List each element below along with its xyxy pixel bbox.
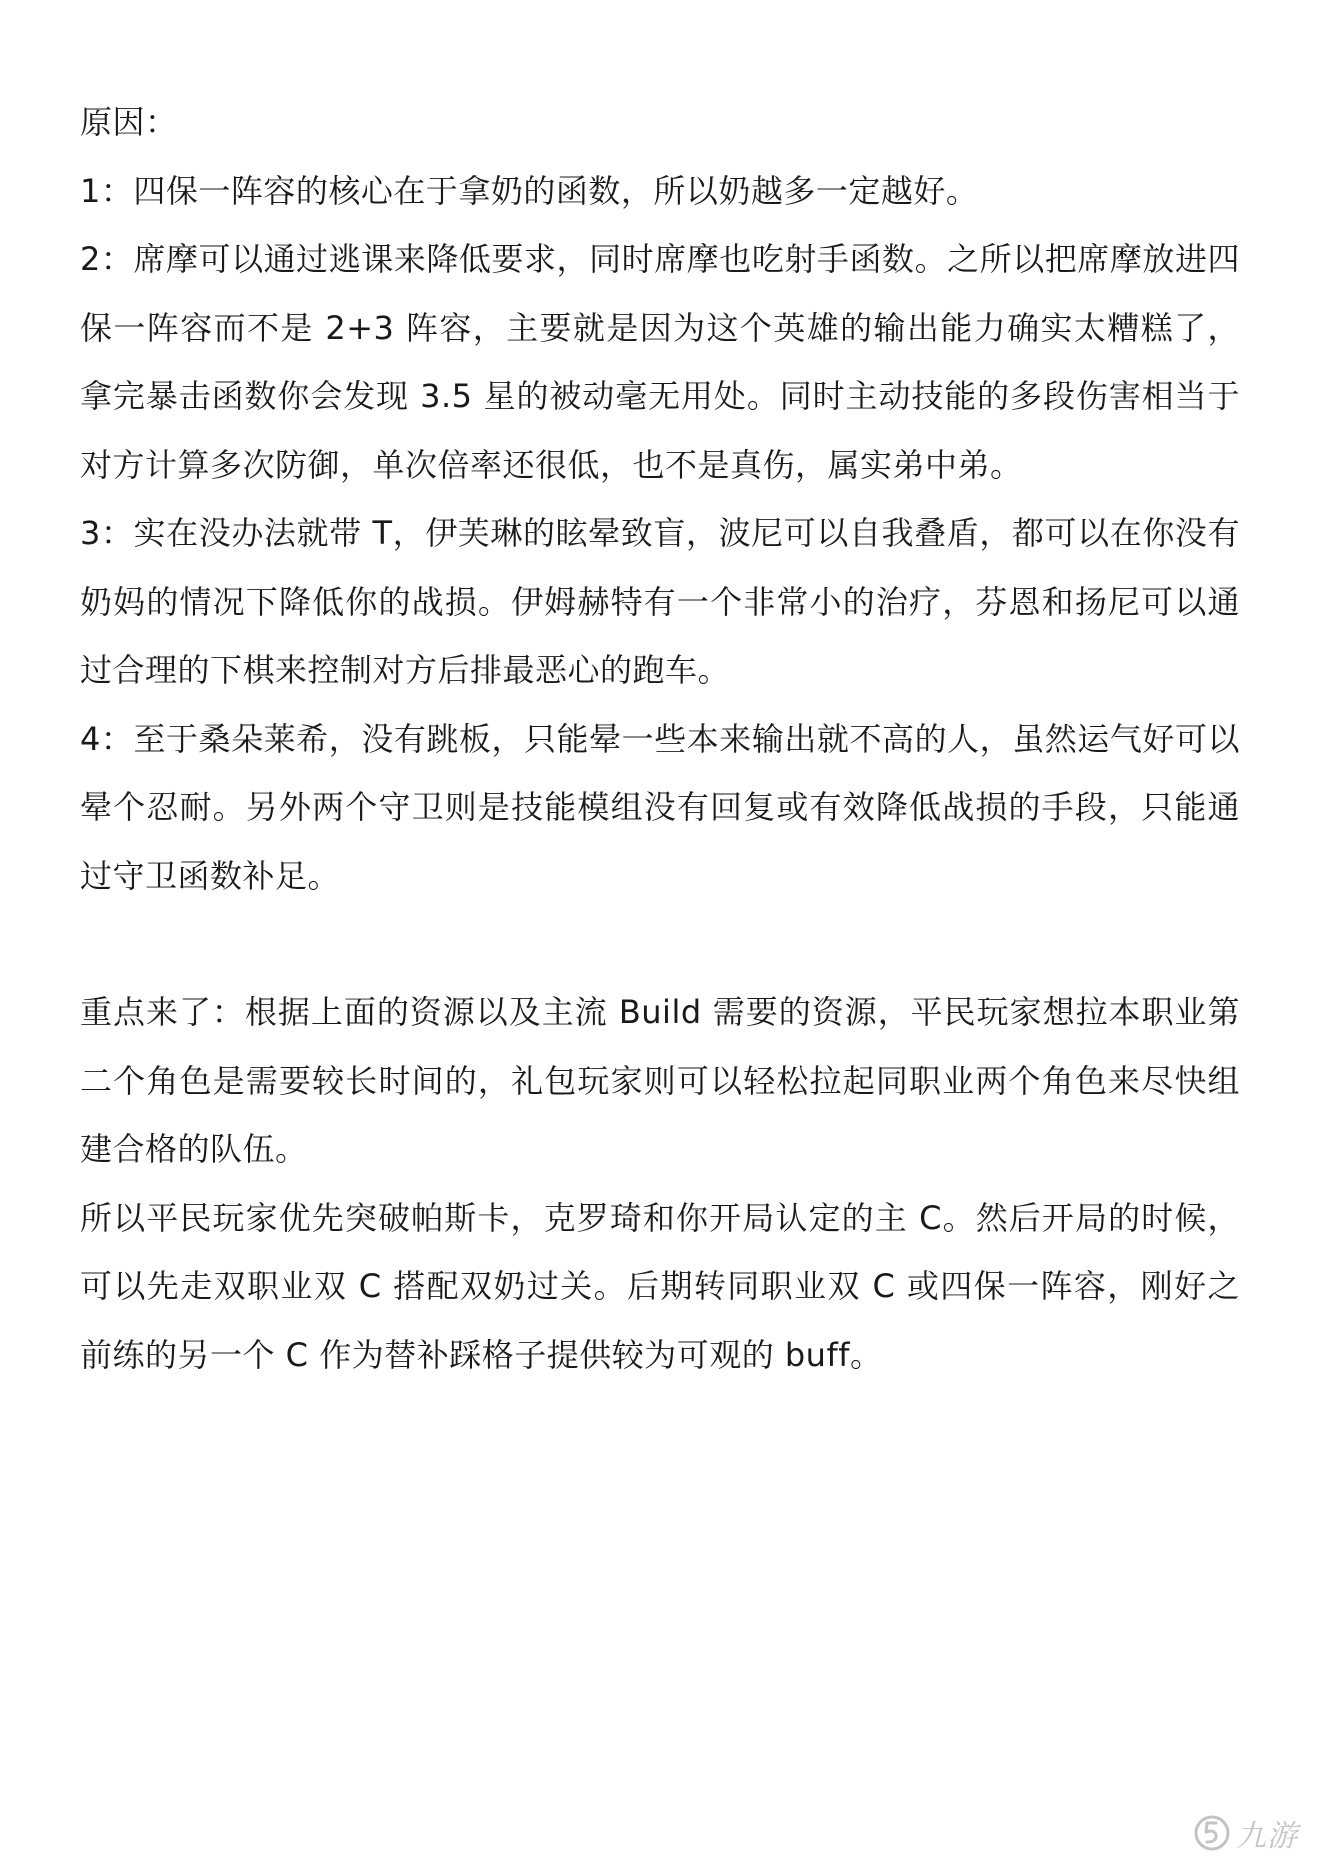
conclusion-paragraph: 所以平民玩家优先突破帕斯卡，克罗琦和你开局认定的主 C。然后开局的时候，可以先走双职业双 C 搭配双奶过关。后期转同职业双 C 或四保一阵容，刚好之前练的另一个 C 作为替补踩格子提供较为可观的 buff。: [80, 1198, 1240, 1374]
reason-item-1: 1：四保一阵容的核心在于拿奶的函数，所以奶越多一定越好。: [80, 171, 979, 210]
reason-item-4: 4：至于桑朵莱希，没有跳板，只能晕一些本来输出就不高的人，虽然运气好可以晕个忍耐。另外两个守卫则是技能模组没有回复或有效降低战损的手段，只能通过守卫函数补足。: [80, 719, 1240, 895]
nine-game-logo-icon: [1192, 1813, 1232, 1853]
reason-item-2: 2：席摩可以通过逃课来降低要求，同时席摩也吃射手函数。之所以把席摩放进四保一阵容而不是 2+3 阵容，主要就是因为这个英雄的输出能力确实太糟糕了，拿完暴击函数你会发现 3.5 星的被动毫无用处。同时主动技能的多段伤害相当于对方计算多次防御，单次倍率还很低，也不是真伤，属实弟中弟。: [80, 240, 1240, 484]
key-point-paragraph: 重点来了：根据上面的资源以及主流 Build 需要的资源，平民玩家想拉本职业第二个角色是需要较长时间的，礼包玩家则可以轻松拉起同职业两个角色来尽快组建合格的队伍。: [80, 993, 1240, 1168]
paragraph-spacer: [80, 910, 1240, 978]
article-body: [80, 88, 1240, 1389]
watermark: [1192, 1811, 1298, 1855]
reason-item-3: 3：实在没办法就带 T，伊芙琳的眩晕致盲，波尼可以自我叠盾，都可以在你没有奶妈的情况下降低你的战损。伊姆赫特有一个非常小的治疗，芬恩和扬尼可以通过合理的下棋来控制对方后排最恶心的跑车。: [80, 514, 1240, 689]
watermark-text: 九游: [1236, 1819, 1298, 1854]
section-heading: 原因：: [80, 103, 178, 141]
